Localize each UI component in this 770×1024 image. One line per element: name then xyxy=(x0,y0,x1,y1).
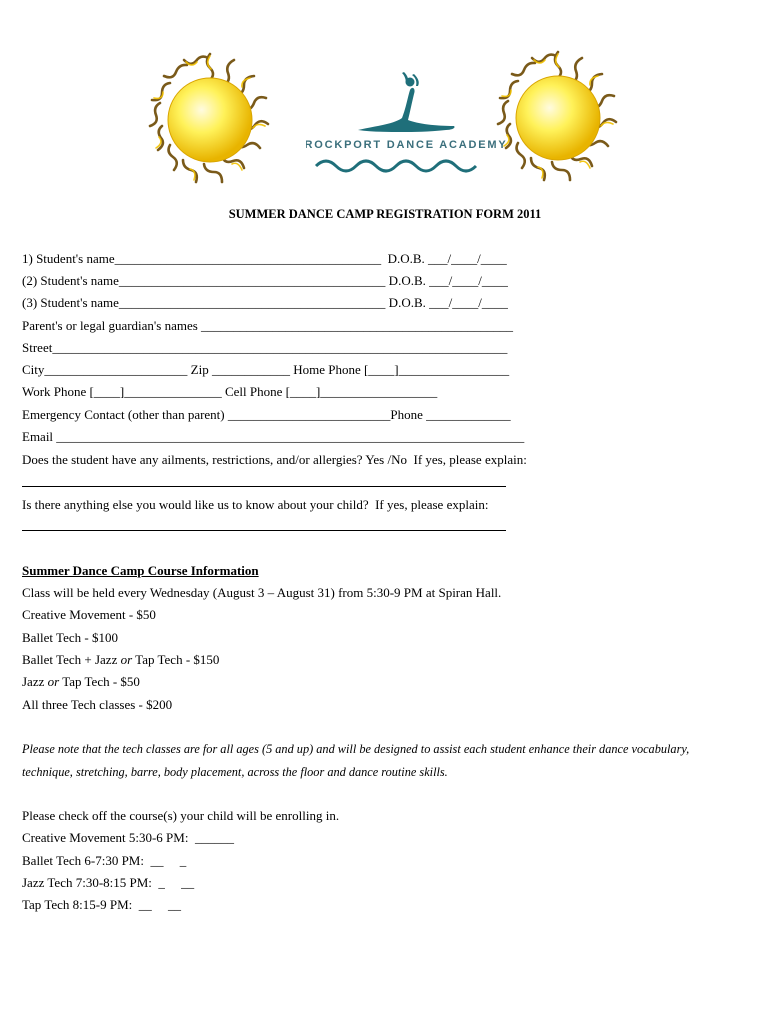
anything-else-question: Is there anything else you would like us to know about your child? If yes, please explain: xyxy=(22,497,489,512)
sun-icon xyxy=(140,46,280,196)
class-schedule: Class will be held every Wednesday (August 3 – August 31) from 5:30-9 PM at Spiran Hall. xyxy=(22,585,502,600)
dancer-logo-icon xyxy=(306,68,506,186)
enroll-ballet-tech[interactable]: Ballet Tech 6-7:30 PM: __ _ xyxy=(22,853,187,868)
email-field[interactable]: Email ________________________________________________________________________ xyxy=(22,429,525,444)
ailments-question: Does the student have any ailments, restrictions, and/or allergies? Yes /No If yes, please explain: xyxy=(22,452,527,467)
student2-field[interactable]: (2) Student's name_________________________________________ D.O.B. ___/____/____ xyxy=(22,273,508,288)
price-ballet-combo xyxy=(22,652,219,668)
enroll-creative-movement[interactable]: Creative Movement 5:30-6 PM: ______ xyxy=(22,830,234,845)
price-all-three: All three Tech classes - $200 xyxy=(22,697,173,712)
tech-note-line2: technique, stretching, barre, body placement, across the floor and dance routine skills. xyxy=(22,765,448,779)
work-cell-phone-field[interactable]: Work Phone [____]_______________ Cell Phone [____]__________________ xyxy=(22,384,438,399)
course-info-heading: Summer Dance Camp Course Information xyxy=(22,563,259,578)
price-creative-movement: Creative Movement - $50 xyxy=(22,607,156,622)
guardian-field[interactable]: Parent's or legal guardian's names ________________________________________________ xyxy=(22,318,514,333)
ailments-answer-line[interactable] xyxy=(22,486,506,487)
enroll-jazz-tech[interactable]: Jazz Tech 7:30-8:15 PM: _ __ xyxy=(22,875,195,890)
jazz-part2: Tap Tech - $50 xyxy=(59,674,140,689)
price-ballet-tech: Ballet Tech - $100 xyxy=(22,630,118,645)
form-title: SUMMER DANCE CAMP REGISTRATION FORM 2011 xyxy=(228,207,542,221)
city-zip-phone-field[interactable]: City______________________ Zip ____________ Home Phone [____]_________________ xyxy=(22,362,510,377)
logo-text: ROCKPORT DANCE ACADEMY xyxy=(306,139,506,151)
sun-icon-right xyxy=(488,44,628,194)
anything-else-answer-line[interactable] xyxy=(22,530,506,531)
student1-field[interactable]: 1) Student's name_________________________________________ D.O.B. ___/____/____ xyxy=(22,251,507,266)
street-field[interactable]: Street______________________________________________________________________ xyxy=(22,340,508,355)
ballet-combo-part2: Tap Tech - $150 xyxy=(132,652,220,667)
jazz-part1: Jazz xyxy=(22,674,48,689)
emergency-contact-field[interactable]: Emergency Contact (other than parent) _________________________Phone _____________ xyxy=(22,407,511,422)
enroll-prompt: Please check off the course(s) your child will be enrolling in. xyxy=(22,808,340,823)
ballet-combo-part1: Ballet Tech + Jazz xyxy=(22,652,121,667)
enroll-tap-tech[interactable]: Tap Tech 8:15-9 PM: __ __ xyxy=(22,897,181,912)
ballet-combo-or: or xyxy=(120,652,133,667)
student3-field[interactable]: (3) Student's name_________________________________________ D.O.B. ___/____/____ xyxy=(22,295,508,310)
header xyxy=(0,0,770,200)
tech-note-line1: Please note that the tech classes are for all ages (5 and up) and will be designed to assist each student enhance their dance vocabulary, xyxy=(22,742,690,756)
jazz-or: or xyxy=(47,674,60,689)
academy-logo xyxy=(306,68,506,186)
price-jazz-or-tap xyxy=(22,674,140,690)
